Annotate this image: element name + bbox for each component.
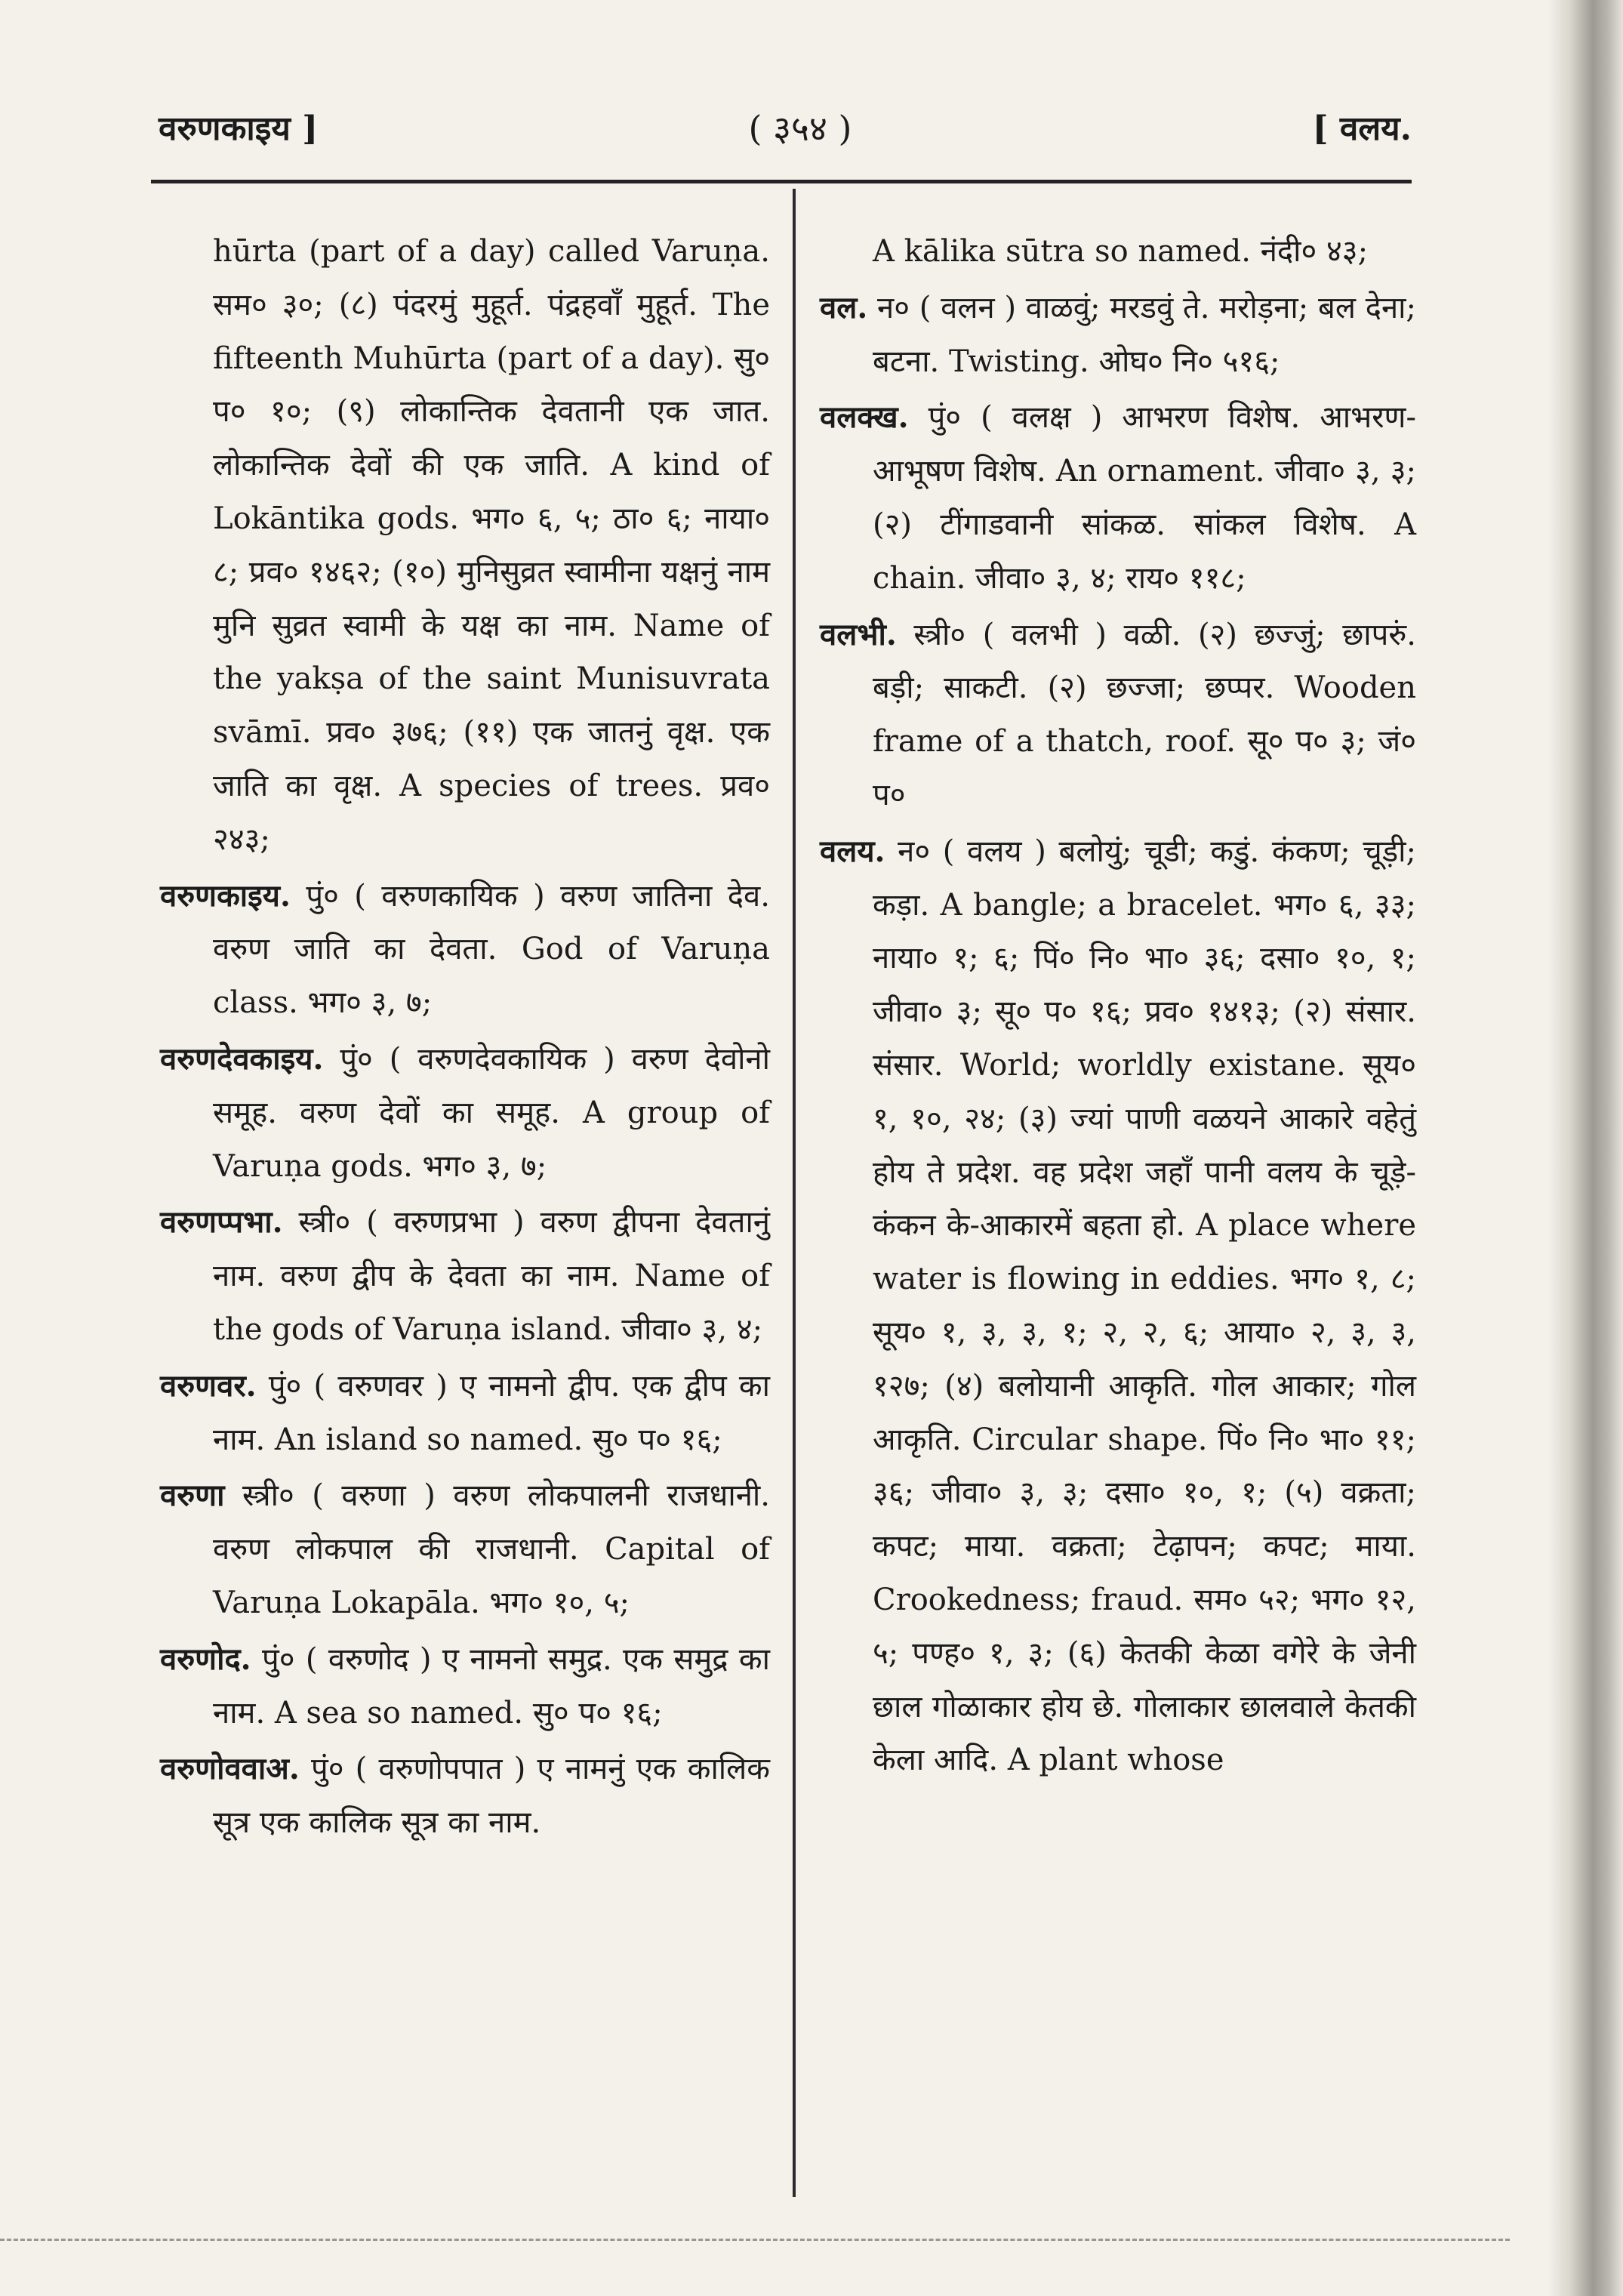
- dictionary-entry: [820, 825, 1416, 1787]
- right-column: [820, 225, 1416, 1790]
- entry-headword: वलभी.: [820, 616, 897, 652]
- entry-headword: वरुणप्पभा.: [160, 1204, 283, 1240]
- entry-text: स्त्री० ( वलभी ) वळी. (२) छज्जुं; छापरुं. बड़ी; साकटी. (२) छज्जा; छप्पर. Wooden frame of a thatch, roof. सू० प० ३; जं० प०: [873, 617, 1416, 812]
- header-rule: [151, 180, 1412, 183]
- dictionary-entry: [160, 1743, 770, 1850]
- entry-text: पुं० ( वरुणोद ) ए नामनो समुद्र. एक समुद्र का नाम. A sea so named. सु० प० १६;: [213, 1641, 771, 1730]
- dictionary-entry: [160, 225, 770, 867]
- entry-text: न० ( वलय ) बलोयुं; चूडी; कडुं. कंकण; चूड़ी; कड़ा. A bangle; a bracelet. भग० ६, ३३; नाया० १; ६; पिं० नि० भा० ३६; दसा० १०, १; जीवा० ३; सू० प० १६; प्रव० १४१३; (२) संसार. संसार. World; worldly existane. सूय० १, १०, २४; (३) ज्यां पाणी वळयने आकारे वहेतुं होय ते प्रदेश. वह प्रदेश जहाँ पानी वलय के चूड़े-कंकन के-आकारमें बहता हो. A place where water is flowing in eddies. भग० १, ८; सूय० १, ३, ३, १; २, २, ६; आया० २, ३, ३, १२७; (४) बलोयानी आकृति. गोल आकार; गोल आकृति. Circular shape. पिं० नि० भा० ११; ३६; जीवा० ३, ३; दसा० १०, १; (५) वक्रता; कपट; माया. वक्रता; टेढ़ापन; कपट; माया. Crookedness; fraud. सम० ५२; भग० १२, ५; पण्ह० १, ३; (६) केतकी केळा वगेरे के जेनी छाल गोळाकार होय छे. गोलाकार छालवाले केतकी केला आदि. A plant whose: [873, 834, 1417, 1778]
- dictionary-entry: [820, 391, 1416, 605]
- entry-text: पुं० ( वरुणवर ) ए नामनो द्वीप. एक द्वीप का नाम. An island so named. सु० प० १६;: [213, 1368, 770, 1457]
- entry-text: hūrta (part of a day) called Varuṇa. सम० ३०; (८) पंदरमुं मुहूर्त. पंद्रहवाँ मुहूर्त. The fifteenth Muhūrta (part of a day). सु० प० १०; (९) लोकान्तिक देवतानी एक जात. लोकान्तिक देवों की एक जाति. A kind of Lokāntika gods. भग० ६, ५; ठा० ६; नाया० ८; प्रव० १४६२; (१०) मुनिसुव्रत स्वामीना यक्षनुं नाम मुनि सुव्रत स्वामी के यक्ष का नाम. Name of the yakṣa of the saint Munisuvrata svāmī. प्रव० ३७६; (११) एक जातनुं वृक्ष. एक जाति का वृक्ष. A species of trees. प्रव० २४३;: [213, 234, 770, 857]
- entry-text: पुं० ( वलक्ष ) आभरण विशेष. आभरण-आभूषण विशेष. An ornament. जीवा० ३, ३; (२) टींगाडवानी सांकळ. सांकल विशेष. A chain. जीवा० ३, ४; राय० ११८;: [873, 400, 1416, 596]
- left-column: [160, 225, 770, 1853]
- entry-text: A kālika sūtra so named. नंदी० ४३;: [873, 234, 1369, 269]
- entry-text: स्त्री० ( वरुणप्रभा ) वरुण द्वीपना देवतानुं नाम. वरुण द्वीप के देवता का नाम. Name of the gods of Varuṇa island. जीवा० ३, ४;: [213, 1205, 771, 1347]
- page-header: [151, 98, 1412, 159]
- entry-text: न० ( वलन ) वाळवुं; मरडवुं ते. मरोड़ना; बल देना; बटना. Twisting. ओघ० नि० ५१६;: [873, 290, 1416, 379]
- entry-text: पुं० ( वरुणकायिक ) वरुण जातिना देव. वरुण जाति का देवता. God of Varuṇa class. भग० ३, ७;: [213, 878, 771, 1021]
- dictionary-entry: [160, 1033, 770, 1193]
- entry-headword: वरुणकाइय.: [160, 877, 291, 914]
- entry-headword: वरुणवर.: [160, 1367, 257, 1404]
- header-right-guideword: [ वलय.: [1312, 109, 1412, 148]
- dictionary-entry: [160, 1360, 770, 1467]
- entry-headword: वरुणदेवकाइय.: [160, 1040, 324, 1077]
- header-left-guideword: वरुणकाइय ]: [159, 109, 319, 148]
- entry-headword: वलय.: [820, 833, 885, 869]
- entry-headword: वरुणा: [160, 1478, 225, 1514]
- dictionary-entry: [160, 1196, 770, 1356]
- page-bottom-edge: [0, 2239, 1510, 2241]
- dictionary-entry: [160, 1469, 770, 1629]
- column-divider: [793, 189, 796, 2197]
- entry-text: पुं० ( वरुणदेवकायिक ) वरुण देवोनो समूह. वरुण देवों का समूह. A group of Varuṇa gods. भग० ३, ७;: [213, 1041, 770, 1184]
- page-binding-shadow: [1548, 0, 1623, 2296]
- entry-text: पुं० ( वरुणोपपात ) ए नामनुं एक कालिक सूत्र एक कालिक सूत्र का नाम.: [213, 1752, 770, 1841]
- entry-headword: वल.: [820, 289, 868, 325]
- dictionary-entry: [820, 282, 1416, 389]
- entry-headword: वरुणोद.: [160, 1641, 251, 1677]
- dictionary-entry: [820, 609, 1416, 822]
- dictionary-entry: [160, 1633, 770, 1740]
- entry-text: स्त्री० ( वरुणा ) वरुण लोकपालनी राजधानी. वरुण लोकपाल की राजधानी. Capital of Varuṇa Lokapāla. भग० १०, ५;: [213, 1478, 771, 1620]
- entry-headword: वरुणोववाअ.: [160, 1751, 300, 1787]
- entry-headword: वलक्ख.: [820, 399, 909, 436]
- page-number: ( ३५४ ): [748, 108, 852, 149]
- dictionary-entry: [160, 870, 770, 1030]
- dictionary-entry: [820, 225, 1416, 279]
